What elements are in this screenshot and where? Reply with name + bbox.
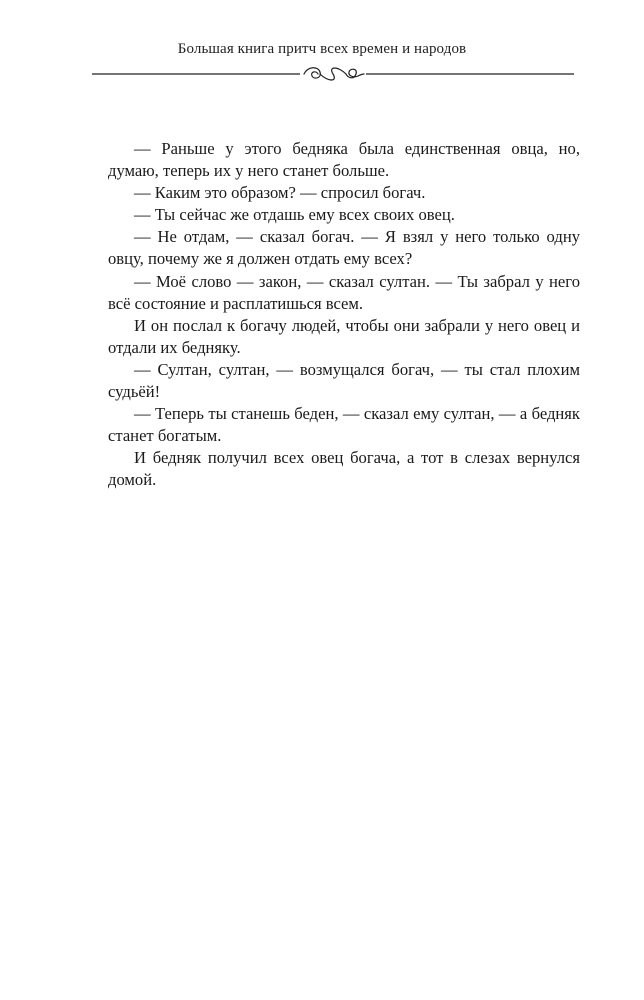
body-text bbox=[108, 138, 580, 492]
paragraph: — Султан, султан, — возмущался богач, — ты стал плохим судьёй! bbox=[108, 359, 580, 402]
paragraph: — Моё слово — закон, — сказал султан. — Ты забрал у него всё состояние и расплатишься всем. bbox=[108, 271, 580, 313]
paragraph: — Каким это образом? — спросил богач. bbox=[134, 183, 426, 203]
paragraph: И бедняк получил всех овец богача, а тот в слезах вернулся домой. bbox=[108, 448, 580, 490]
running-head: Большая книга притч всех времен и народов bbox=[177, 41, 467, 57]
ornament-rule bbox=[92, 62, 574, 86]
paragraph: — Ты сейчас же отдашь ему всех своих овец. bbox=[134, 205, 455, 225]
paragraph: — Теперь ты станешь беден, — сказал ему султан, — а бедняк станет богатым. bbox=[108, 404, 580, 446]
paragraph: И он послал к богачу людей, чтобы они забрали у него овец и отдали их бедняку. bbox=[108, 315, 580, 357]
paragraph: — Не отдам, — сказал богач. — Я взял у него только одну овцу, почему же я должен отдать ему всех? bbox=[108, 227, 580, 269]
paragraph: — Раньше у этого бедняка была единственная овца, но, думаю, теперь их у него станет больше. bbox=[108, 139, 580, 181]
flourish-ornament bbox=[304, 68, 364, 80]
